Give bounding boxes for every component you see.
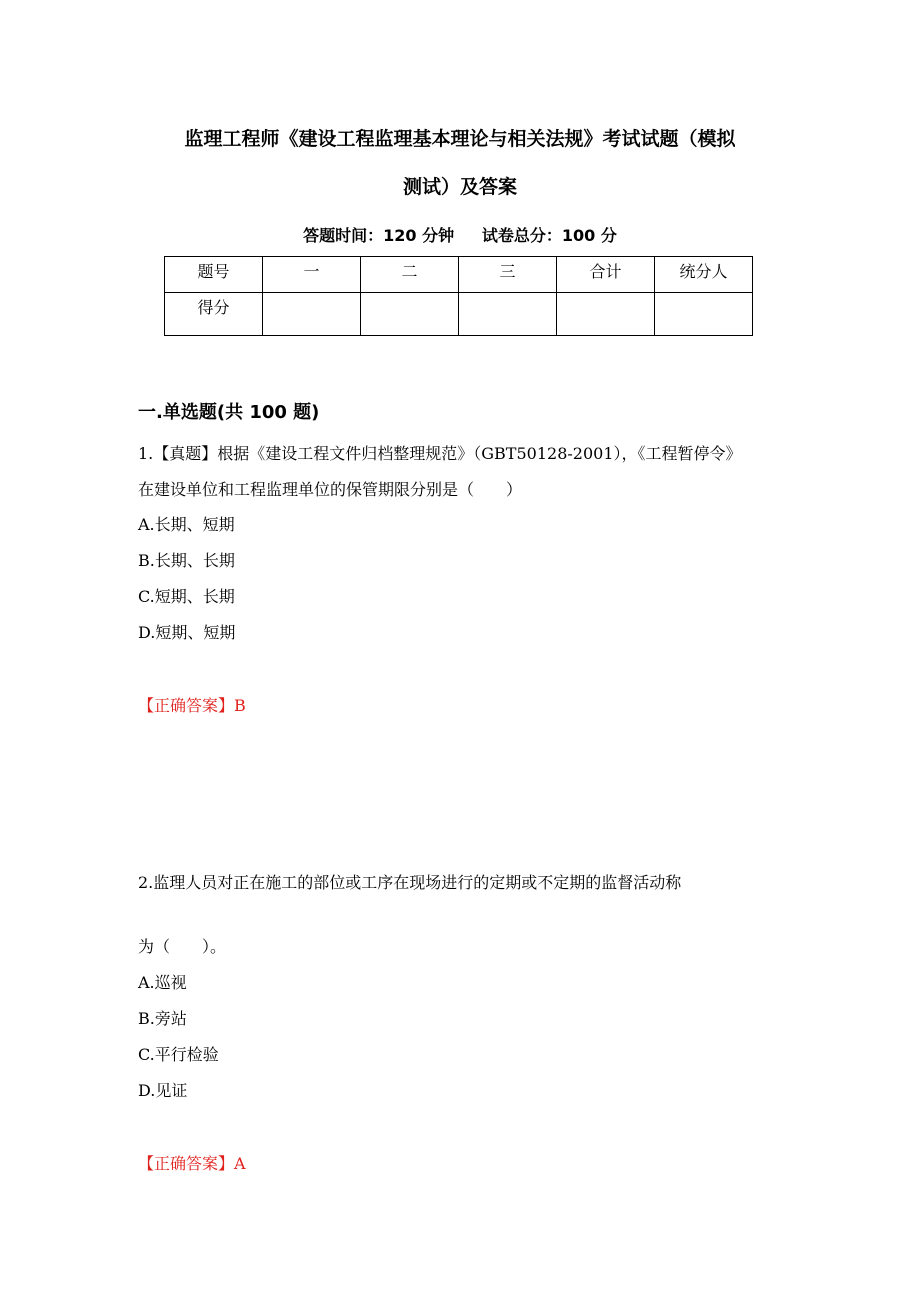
option: A.巡视 [138,973,187,992]
exam-info: 答题时间：120 分钟 试卷总分：100 分 [303,226,617,245]
option: C.平行检验 [138,1045,219,1064]
row-label: 得分 [165,293,263,336]
answer: 【正确答案】B [138,696,246,715]
header-cell: 三 [459,257,557,293]
title-line-2: 测试）及答案 [402,176,517,198]
header-cell: 题号 [165,257,263,293]
question-2-text: 2.监理人员对正在施工的部位或工序在现场进行的定期或不定期的监督活动称 [138,873,682,892]
option: A.长期、短期 [138,515,235,534]
header-cell: 合计 [557,257,655,293]
score-cell [459,293,557,336]
option: D.见证 [138,1081,188,1100]
option: D.短期、短期 [138,623,236,642]
header-cell: 二 [361,257,459,293]
score-cell [361,293,459,336]
score-table [164,256,753,336]
section-heading: 一.单选题(共 100 题) [138,402,320,423]
score-cell [655,293,753,336]
question-2-text-cont: 为（ ）。 [138,937,227,956]
option: C.短期、长期 [138,587,235,606]
header-cell: 一 [263,257,361,293]
header-cell: 统分人 [655,257,753,293]
score-cell [263,293,361,336]
option: B.旁站 [138,1009,187,1028]
option: B.长期、长期 [138,551,235,570]
score-cell [557,293,655,336]
question-1-text-cont: 在建设单位和工程监理单位的保管期限分别是（ ） [138,480,523,499]
question-1-text: 1.【真题】根据《建设工程文件归档整理规范》（GBT50128-2001），《工程暂停令》 [138,444,742,463]
answer: 【正确答案】A [138,1154,246,1173]
title-line-1: 监理工程师《建设工程监理基本理论与相关法规》考试试题（模拟 [184,128,736,150]
